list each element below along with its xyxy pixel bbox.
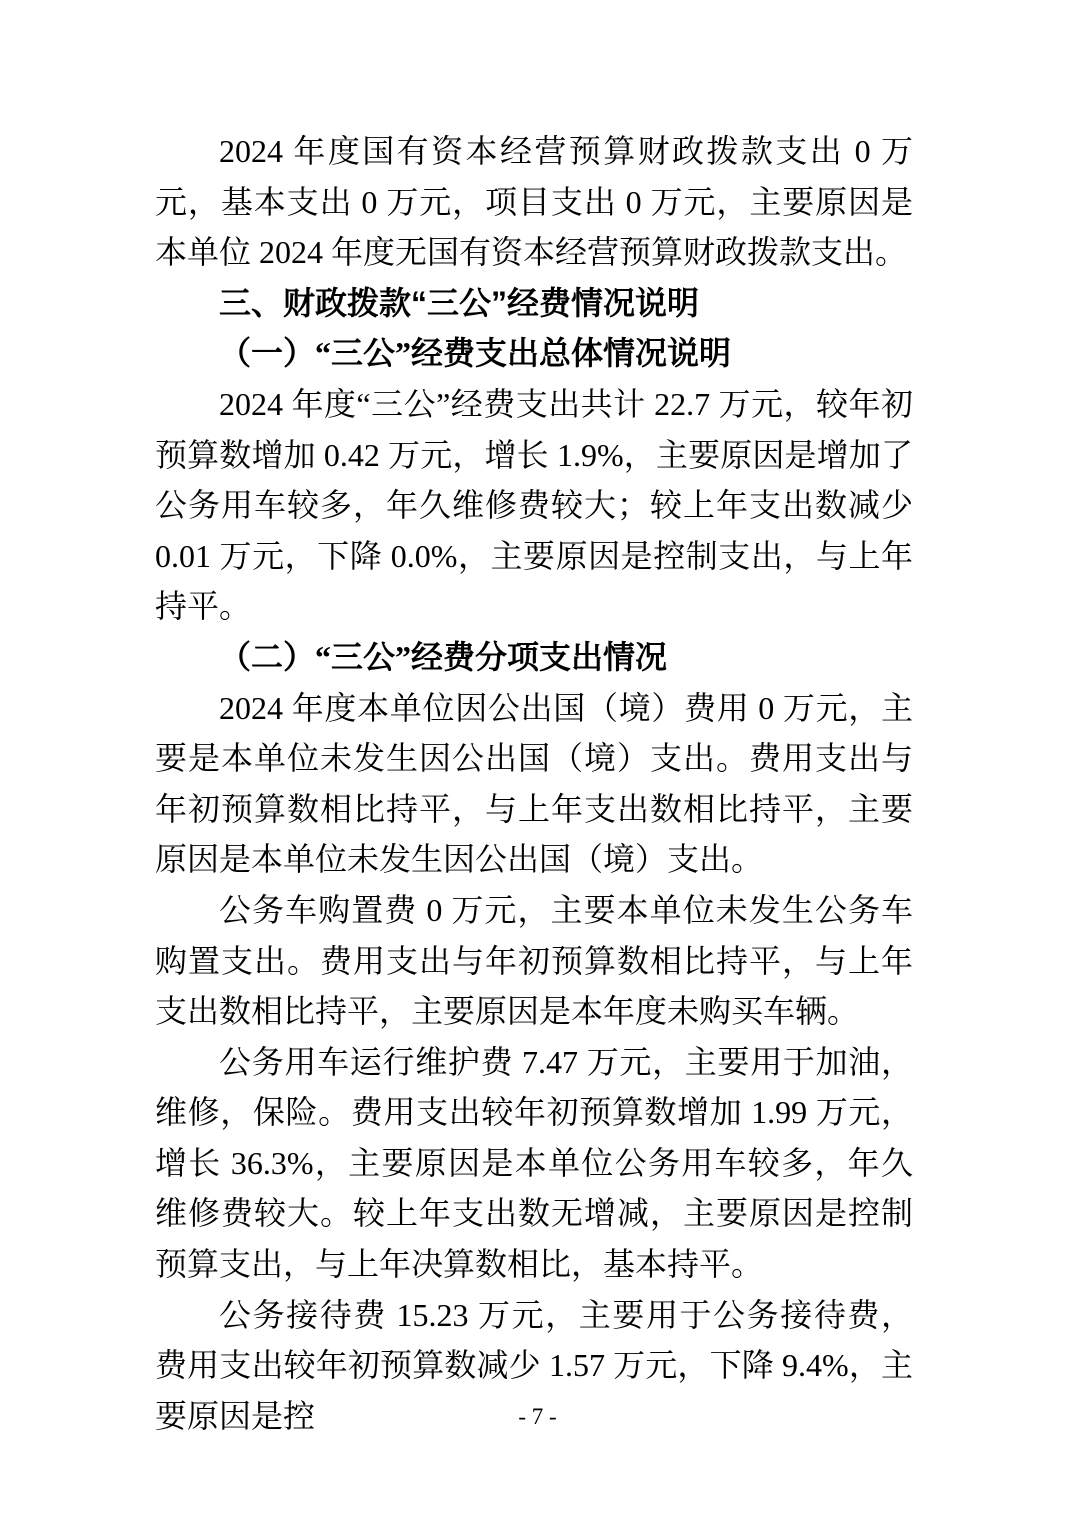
paragraph-vehicle-maintenance: 公务用车运行维护费 7.47 万元，主要用于加油，维修，保险。费用支出较年初预算数增加 1.99 万元，增长 36.3%，主要原因是本单位公务用车较多，年久维修费较大。较上年支出数无增减，主要原因是控制预算支出，与上年决算数相比，基本持平。 xyxy=(155,1043,913,1283)
paragraph-vehicle-purchase: 公务车购置费 0 万元，主要本单位未发生公务车购置支出。费用支出与年初预算数相比持平，与上年支出数相比持平，主要原因是本年度未购买车辆。 xyxy=(155,891,913,1030)
paragraph-official-reception: 公务接待费 15.23 万元，主要用于公务接待费，费用支出较年初预算数减少 1.57 万元，下降 9.4%，主要原因是控 xyxy=(155,1296,913,1434)
paragraph-overseas-travel: 2024 年度本单位因公出国（境）费用 0 万元，主要是本单位未发生因公出国（境）支出。费用支出与年初预算数相比持平，与上年支出数相比持平，主要原因是本单位未发生因公出国（境）支出。 xyxy=(155,689,913,878)
document-body xyxy=(155,126,913,1441)
page-number: - 7 - xyxy=(518,1404,557,1429)
subsection-heading-itemized-expenditure: （二）“三公”经费分项支出情况 xyxy=(219,638,668,675)
subsection-heading-overall-expenditure: （一）“三公”经费支出总体情况说明 xyxy=(219,335,732,372)
paragraph-state-capital-budget: 2024 年度国有资本经营预算财政拨款支出 0 万元，基本支出 0 万元，项目支出 0 万元，主要原因是本单位 2024 年度无国有资本经营预算财政拨款支出。 xyxy=(155,133,913,271)
section-heading-three-public-funds: 三、财政拨款“三公”经费情况说明 xyxy=(219,284,700,321)
paragraph-overall-expenditure: 2024 年度“三公”经费支出共计 22.7 万元，较年初预算数增加 0.42 万元，增长 1.9%，主要原因是增加了公务用车较多，年久维修费较大；较上年支出数减少 0.01 万元，下降 0.0%，主要原因是控制支出，与上年持平。 xyxy=(155,385,913,625)
